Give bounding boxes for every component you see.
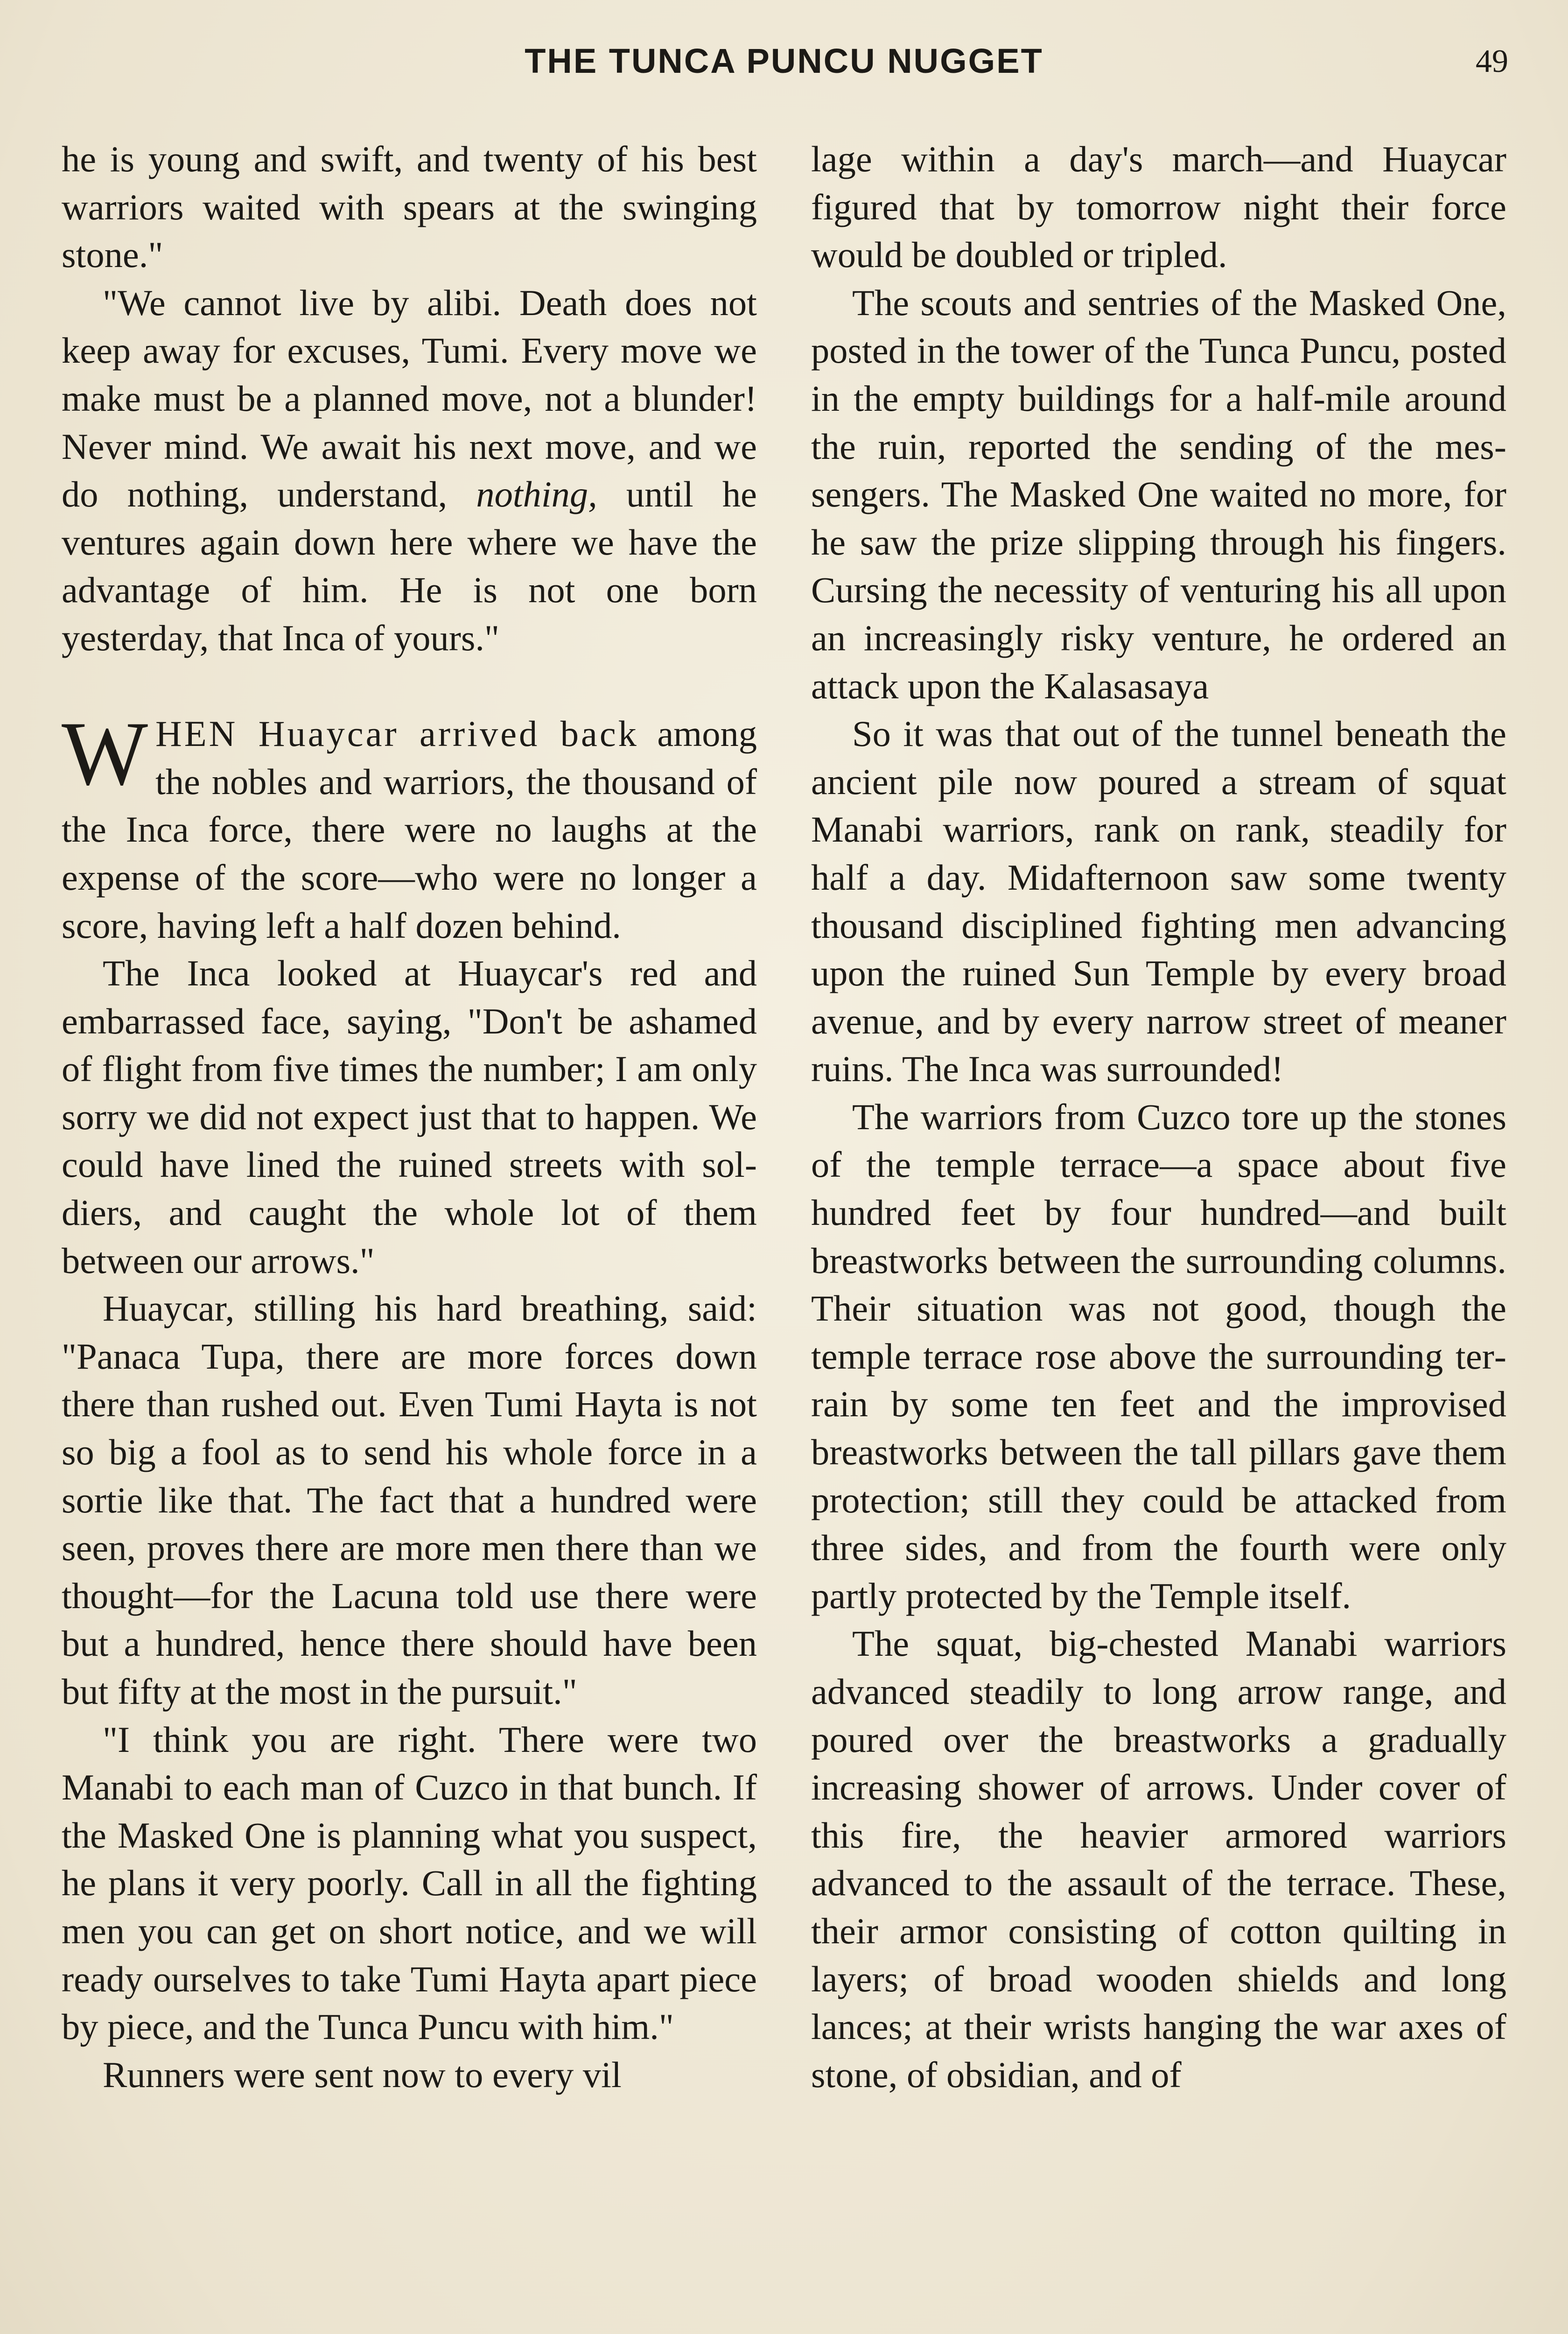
paragraph: So it was that out of the tunnel beneath the ancient pile now poured a stream of squat Manabi warriors, rank on rank, steadily for half a day. Midafternoon saw some twenty thousand disciplined fighting men advancing upon the ruined Sun Temple by every broad avenue, and by every narrow street of meaner ruins. The Inca was surrounded! — [811, 713, 1506, 1090]
running-title: THE TUNCA PUNCU NUGGET — [525, 42, 1043, 80]
paragraph: lage within a day's march—and Huaycar figured that by tomorrow night their force would be doubled or tripled. — [811, 139, 1506, 275]
emphasis: nothing, — [476, 474, 597, 515]
paragraph: The squat, big-chested Manabi warriors advanced steadily to long arrow range, and poured over the breastworks a gradually increasing shower of arrows. Under cover of this fire, the heavier armored warriors advanced to the assault of the terrace. These, their armor consisting of cotton quilting in layers; of broad wooden shields and long lances; at their wrists hanging the war axes of stone, of obsidian, and of — [811, 1623, 1506, 2095]
paragraph: The scouts and sentries of the Masked One, posted in the tower of the Tunca Puncu, posted in the empty buildings for a half-mile around the ruin, reported the sending of the messengers. The Masked One waited no more, for he saw the prize slipping through his fingers. Cursing the necessity of venturing his all upon an increasingly risky venture, he ordered an attack upon the Kalasasaya — [811, 282, 1506, 706]
paragraph: Runners were sent now to every vil — [103, 2054, 622, 2095]
paragraph: "I think you are right. There were two Manabi to each man of Cuzco in that bunch. If the Masked One is planning what you suspect, he plans it very poorly. Call in all the fighting men you can get on short notice, and we will ready ourselves to take Tumi Hayta apart piece by piece, and the Tunca Puncu with him." — [62, 1719, 757, 2047]
opening-words: HEN Huaycar arrived back — [155, 713, 639, 754]
paragraph: he is young and swift, and twenty of his best warriors waited with spears at the swinging stone." — [62, 139, 757, 275]
paragraph: The Inca looked at Huaycar's red and embarrassed face, saying, "Don't be ashamed of flight from five times the number; I am only sorry we did not expect just that to happen. We could have lined the ruined streets with soldiers, and caught the whole lot of them between our arrows." — [62, 953, 757, 1281]
paragraph: Huaycar, stilling his hard breathing, said: "Panaca Tupa, there are more forces down there than rushed out. Even Tumi Hayta is not so big a fool as to send his whole force in a sortie like that. The fact that a hundred were seen, proves there are more men there than we thought—for the Lacuna told use there were but a hundred, hence there should have been but fifty at the most in the pursuit." — [62, 1288, 757, 1712]
right-column — [811, 135, 1506, 2099]
left-column — [62, 135, 757, 2099]
section-opening-paragraph — [62, 703, 757, 949]
running-head — [0, 41, 1568, 92]
paragraph-text: "We cannot live by alibi. Death does not keep away for excuses, Tumi. Every move we make must be a planned move, not a blunder! Never mind. We await his next move, and we do nothing, understand, — [62, 282, 757, 515]
paragraph: The warriors from Cuzco tore up the stones of the temple terrace—a space about five hundred feet by four hundred—and built breastworks between the surrounding columns. Their situation was not good, though the temple terrace rose above the surrounding terrain by some ten feet and the improvised breastworks between the tall pillars gave them protection; still they could be attacked from three sides, and from the fourth were only partly protected by the Temple itself. — [811, 1096, 1506, 1616]
paragraph — [62, 279, 757, 662]
paragraph-text: among the nobles and warriors, the thousand of the Inca force, there were no laughs at the expense of the score—who were no longer a score, having left a half dozen behind. — [62, 713, 757, 946]
paragraph-text: until he ventures again down here where we have the advantage of him. He is not one born yesterday, that Inca of yours." — [62, 474, 757, 658]
page-number: 49 — [1476, 43, 1508, 79]
drop-cap: W — [62, 703, 148, 805]
